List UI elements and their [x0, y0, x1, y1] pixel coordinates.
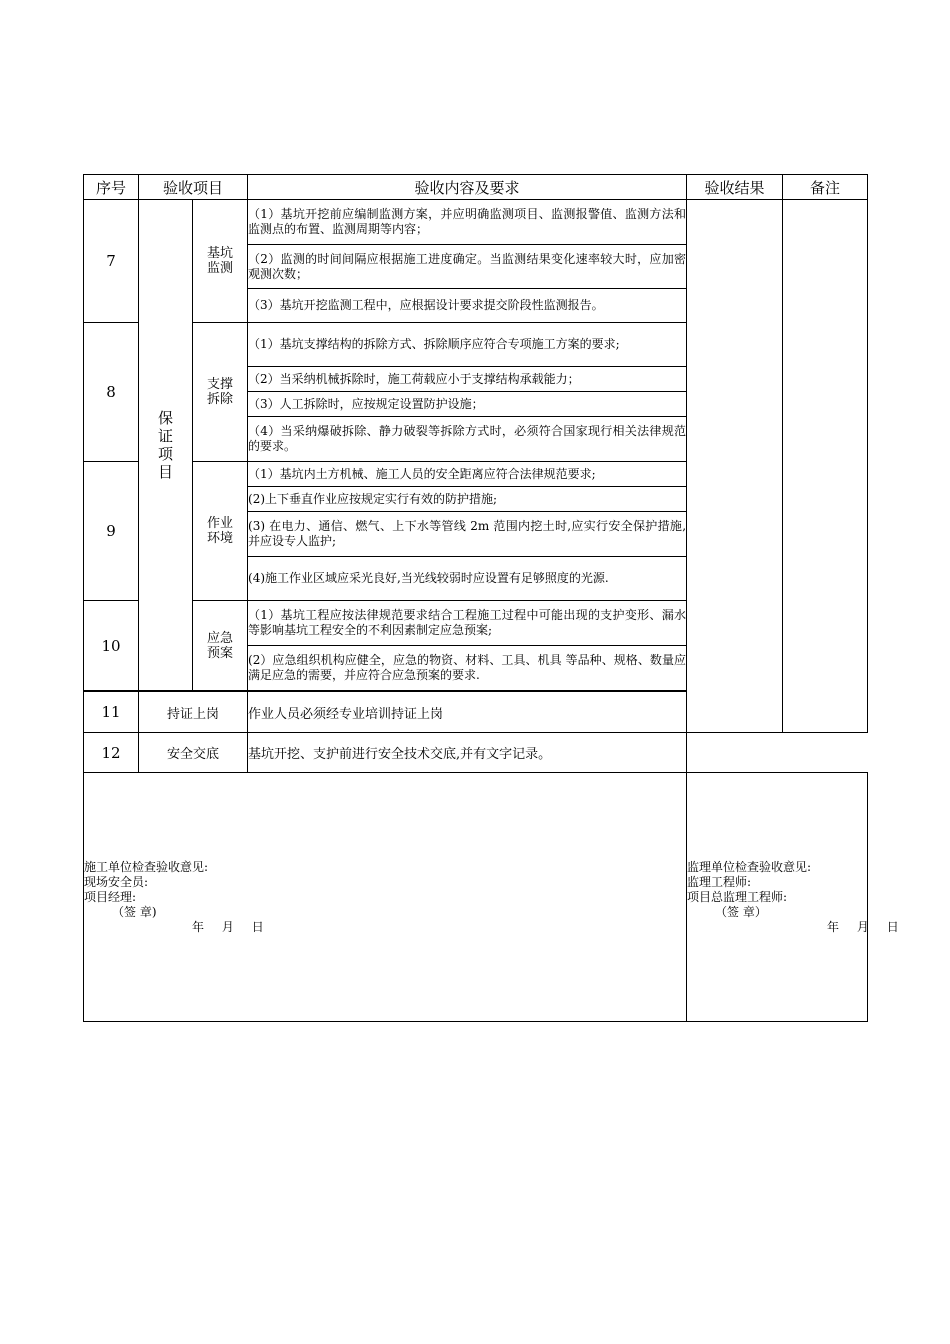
requirement-cell: （1）基坑开挖前应编制监测方案，并应明确监测项目、监测报警值、监测方法和监测点的布置、监测周期等内容；	[248, 200, 687, 245]
item-cell: 持证上岗	[139, 692, 248, 733]
row-number: 8	[84, 323, 139, 462]
signoff-construction[interactable]	[84, 773, 687, 1022]
signoff-supervision[interactable]	[687, 773, 899, 1022]
row-number: 12	[84, 733, 139, 773]
subitem-label: 应急预案	[206, 630, 233, 661]
subitem-cell	[193, 323, 248, 462]
header-remark: 备注	[783, 175, 868, 200]
chief-supervisor-label: 项目总监理工程师:	[687, 889, 788, 904]
requirement-cell: (2）应急组织机构应健全，应急的物资、材料、工具、机具 等品种、规格、数量应满足应急的需要，并应符合应急预案的要求.	[248, 646, 687, 691]
day-label: 日	[251, 919, 264, 934]
category-cell	[139, 200, 193, 691]
subitem-label: 作业环境	[206, 516, 233, 546]
date-line	[84, 920, 686, 935]
requirement-cell: （1）基坑支撑结构的拆除方式、拆除顺序应符合专项施工方案的要求;	[248, 323, 687, 367]
table-row	[84, 200, 868, 245]
subitem-label: 支撑拆除	[206, 377, 233, 407]
subitem-label: 基坑监测	[206, 246, 233, 276]
header-result: 验收结果	[687, 175, 783, 200]
requirement-cell: （3）人工拆除时，应按规定设置防护设施；	[248, 392, 687, 417]
category-label: 保证项目	[157, 409, 173, 481]
row-number: 10	[84, 601, 139, 691]
requirement-cell: (3) 在电力、通信、燃气、上下水等管线 2m 范围内挖土时,应实行安全保护措施,并应设专人监护;	[248, 512, 687, 557]
year-label: 年	[192, 919, 205, 934]
result-cell[interactable]	[687, 200, 783, 733]
requirement-cell: （3）基坑开挖监测工程中，应根据设计要求提交阶段性监测报告。	[248, 289, 687, 323]
row-number: 11	[84, 692, 139, 733]
remark-cell[interactable]	[783, 200, 868, 733]
row-number: 9	[84, 462, 139, 601]
subitem-cell	[193, 462, 248, 601]
safety-officer-label: 现场安全员:	[84, 874, 149, 889]
table-row	[84, 733, 868, 773]
requirement-cell: (2)上下垂直作业应按规定实行有效的防护措施;	[248, 487, 687, 512]
requirement-cell: （4）当采纳爆破拆除、静力破裂等拆除方式时，必须符合国家现行相关法律规范的要求。	[248, 417, 687, 462]
month-label: 月	[221, 919, 234, 934]
date-line	[687, 919, 899, 935]
requirement-cell: （2）当采纳机械拆除时，施工荷载应小于支撑结构承载能力；	[248, 367, 687, 392]
content-cell: 作业人员必须经专业培训持证上岗	[248, 692, 687, 733]
header-item: 验收项目	[139, 175, 248, 200]
signoff-row	[84, 773, 868, 1022]
item-cell: 安全交底	[139, 733, 248, 773]
requirement-cell: （1）基坑内土方机械、施工人员的安全距离应符合法律规范要求;	[248, 462, 687, 487]
project-manager-label: 项目经理:	[84, 889, 137, 904]
header-seq: 序号	[84, 175, 139, 200]
requirement-cell: （1）基坑工程应按法律规范要求结合工程施工过程中可能出现的支护变形、漏水等影响基坑工程安全的不利因素制定应急预案;	[248, 601, 687, 646]
seal-label: （签 章）	[715, 904, 767, 919]
day-label: 日	[886, 919, 899, 934]
signoff-title: 施工单位检查验收意见:	[84, 859, 209, 874]
row-number: 7	[84, 200, 139, 323]
header-content: 验收内容及要求	[248, 175, 687, 200]
supervising-engineer-label: 监理工程师:	[687, 874, 752, 889]
content-cell: 基坑开挖、支护前进行安全技术交底,并有文字记录。	[248, 733, 687, 773]
inspection-table	[83, 174, 899, 1022]
requirement-cell: （2）监测的时间间隔应根据施工进度确定。当监测结果变化速率较大时，应加密观测次数；	[248, 245, 687, 289]
seal-label: （签 章)	[112, 904, 157, 919]
header-row	[84, 175, 868, 200]
subitem-cell	[193, 200, 248, 323]
subitem-cell	[193, 601, 248, 691]
requirement-cell: (4)施工作业区域应采光良好,当光线较弱时应设置有足够照度的光源.	[248, 557, 687, 601]
month-label: 月	[856, 919, 869, 934]
year-label: 年	[827, 919, 840, 934]
signoff-title: 监理单位检查验收意见:	[687, 859, 812, 874]
